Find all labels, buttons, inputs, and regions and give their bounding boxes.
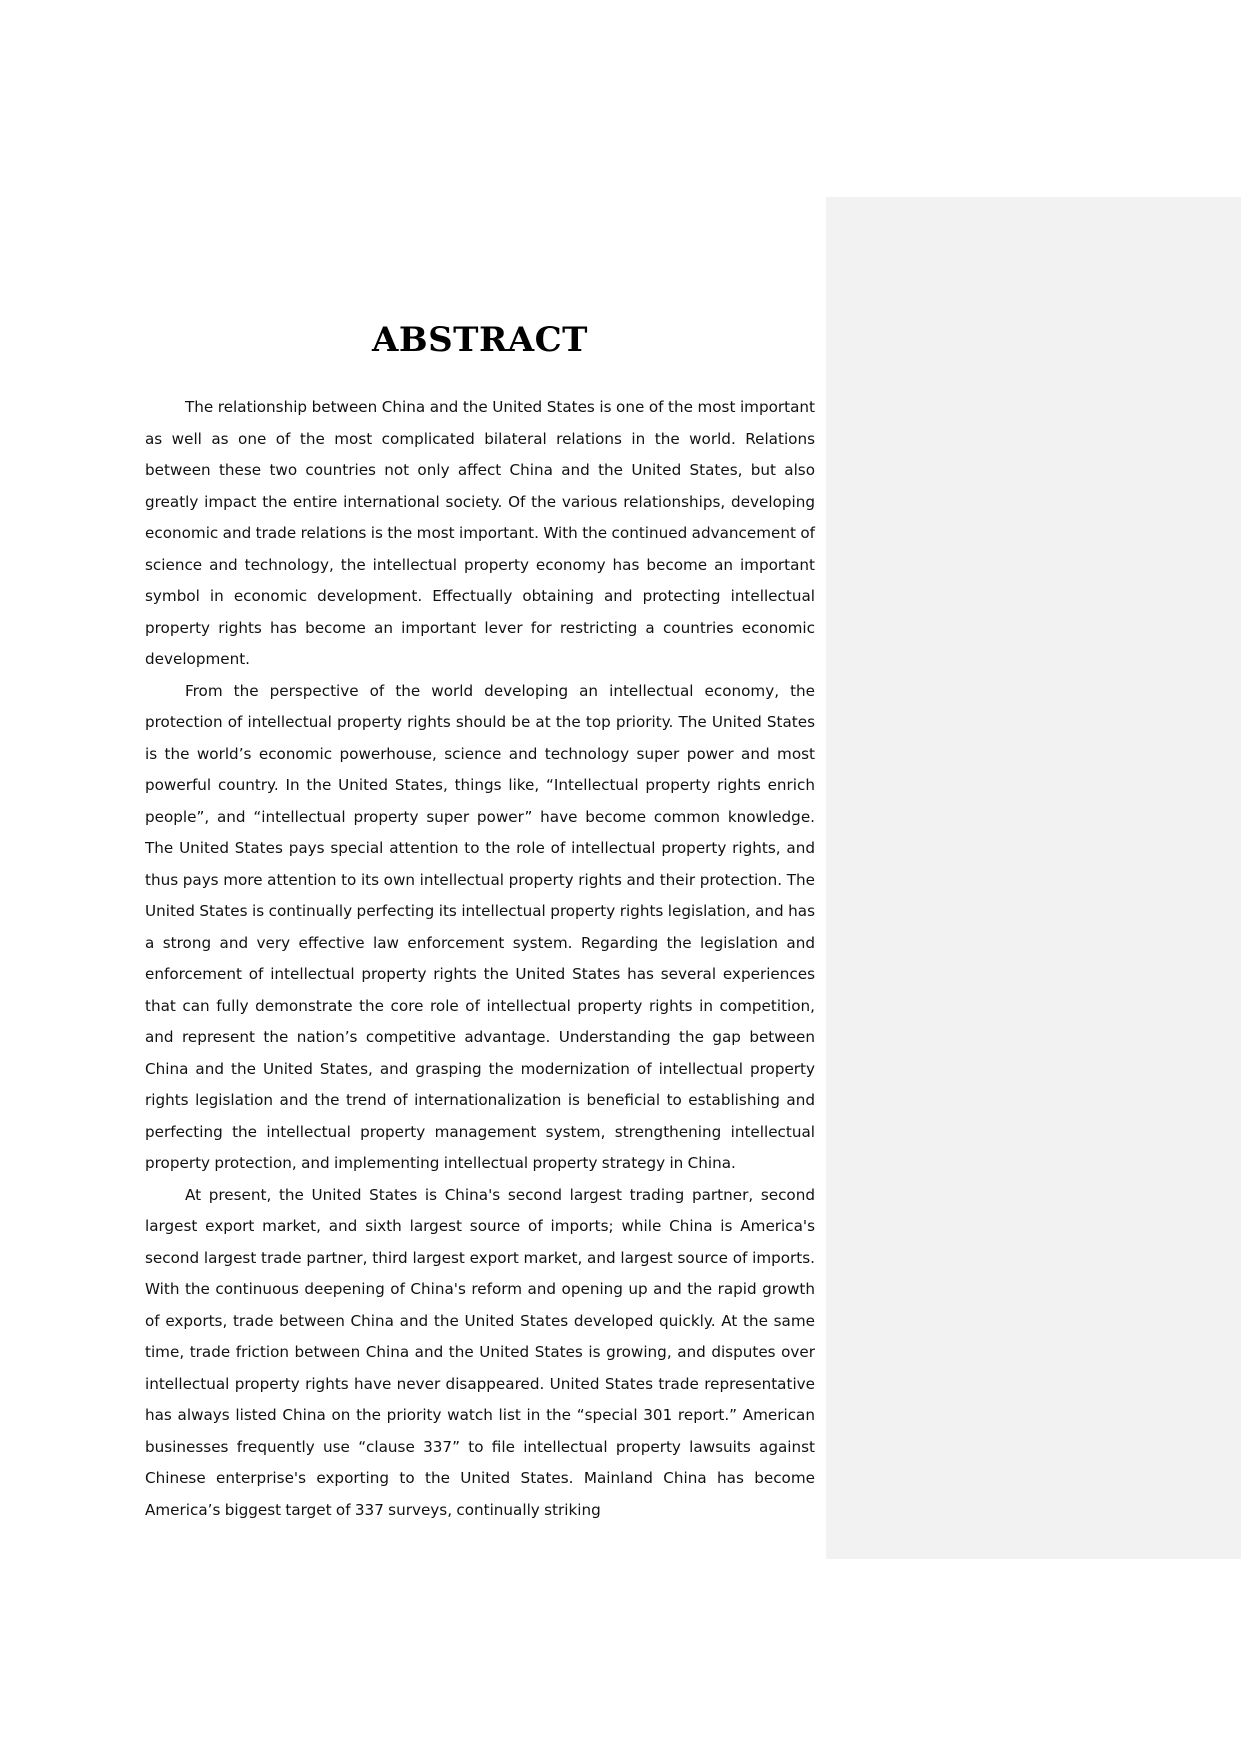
abstract-title: ABSTRACT <box>372 320 588 360</box>
abstract-paragraph-1: The relationship between China and the United States is one of the most important as well as one of the most complicated bilateral relations in the world. Relations between these two countries not only affect China and the United States, but also greatly impact the entire international society. Of the various relationships, developing economic and trade relations is the most important. With the continued advancement of science and technology, the intellectual property economy has become an important symbol in economic development. Effectually obtaining and protecting intellectual property rights has become an important lever for restricting a countries economic development. <box>145 398 815 668</box>
abstract-paragraph-3: At present, the United States is China's second largest trading partner, second largest export market, and sixth largest source of imports; while China is America's second largest trade partner, third largest export market, and largest source of imports. With the continuous deepening of China's reform and opening up and the rapid growth of exports, trade between China and the United States developed quickly. At the same time, trade friction between China and the United States is growing, and disputes over intellectual property rights have never disappeared. United States trade representative has always listed China on the priority watch list in the “special 301 report.” American businesses frequently use “clause 337” to file intellectual property lawsuits against Chinese enterprise's exporting to the United States. Mainland China has become America’s biggest target of 337 surveys, continually striking <box>145 1185 815 1519</box>
abstract-body <box>145 392 815 1526</box>
abstract-paragraph-2: From the perspective of the world developing an intellectual economy, the protection of intellectual property rights should be at the top priority. The United States is the world’s economic powerhouse, science and technology super power and most powerful country. In the United States, things like, “Intellectual property rights enrich people”, and “intellectual property super power” have become common knowledge. The United States pays special attention to the role of intellectual property rights, and thus pays more attention to its own intellectual property rights and their protection. The United States is continually perfecting its intellectual property rights legislation, and has a strong and very effective law enforcement system. Regarding the legislation and enforcement of intellectual property rights the United States has several experiences that can fully demonstrate the core role of intellectual property rights in competition, and represent the nation’s competitive advantage. Understanding the gap between China and the United States, and grasping the modernization of intellectual property rights legislation and the trend of internationalization is beneficial to establishing and perfecting the intellectual property management system, strengthening intellectual property protection, and implementing intellectual property strategy in China. <box>145 681 815 1172</box>
comment-margin-pane <box>826 197 1241 1559</box>
